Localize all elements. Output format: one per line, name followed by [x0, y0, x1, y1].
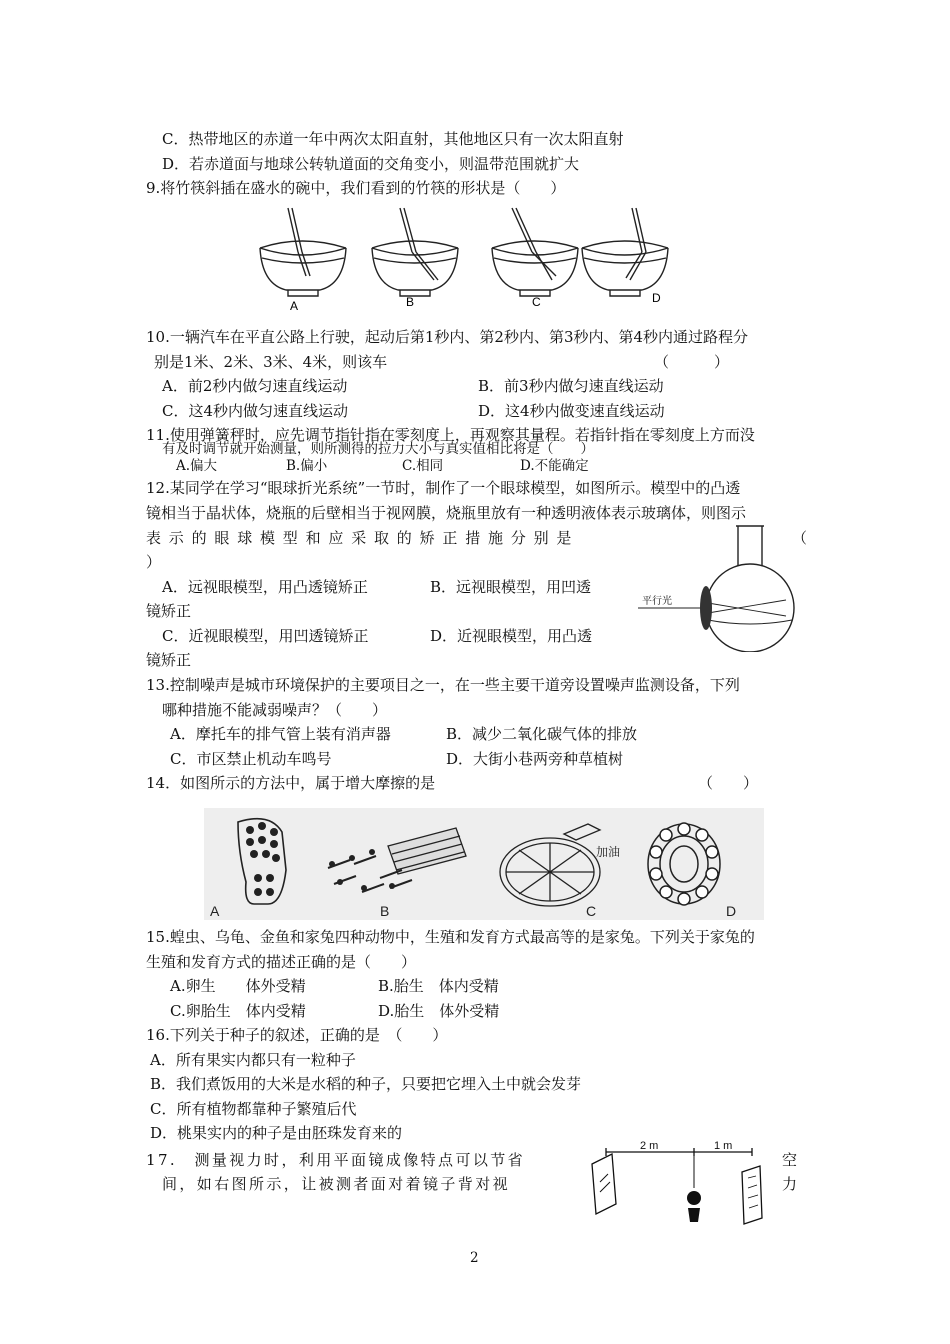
q13-option-b: B．减少二氧化碳气体的排放 [446, 725, 638, 743]
q15-stem-line2: 生殖和发育方式的描述正确的是（ ） [146, 953, 417, 971]
page-number: 2 [470, 1250, 479, 1266]
q17-stem-line2: 间，如右图所示，让被测者面对着镜子背对视 [162, 1175, 511, 1193]
q12-eye-model-figure [636, 524, 796, 652]
q16-stem: 16.下列关于种子的叙述，正确的是 （ ） [146, 1026, 448, 1044]
q10-stem-line2: 别是1米、2米、3米、4米，则该车 [154, 353, 388, 371]
q9-label-d: D [652, 291, 661, 305]
q12-option-d-part1: D．近视眼模型，用凸透 [430, 627, 593, 645]
person [687, 1191, 701, 1222]
q10-option-c: C．这4秒内做匀速直线运动 [162, 402, 349, 420]
q11-stem-line1: 11.使用弹簧秤时，应先调节指针指在零刻度上，再观察其量程。若指针指在零刻度上方而没 [146, 426, 755, 444]
parallel-light-label: 平行光 [642, 596, 672, 607]
q14-label-b: B [380, 903, 390, 919]
q15-stem-line1: 15.蝗虫、乌龟、金鱼和家兔四种动物中，生殖和发育方式最高等的是家兔。下列关于家兔的 [146, 928, 755, 946]
q15-option-b: B.胎生 体内受精 [378, 977, 499, 995]
distance-1m: 1 m [714, 1140, 733, 1152]
mirror [592, 1154, 616, 1214]
q9-stem: 9.将竹筷斜插在盛水的碗中，我们看到的竹筷的形状是（ ） [146, 179, 566, 197]
q11-option-d: D.不能确定 [520, 458, 589, 474]
q10-option-b: B．前3秒内做匀速直线运动 [478, 377, 664, 395]
q10-answer-paren: （ ） [654, 353, 730, 371]
q9-label-c: C [532, 295, 541, 309]
q14-friction-figure [204, 808, 764, 920]
ball-bearing [648, 823, 720, 905]
q12-option-b-part1: B．远视眼模型，用凹透 [430, 578, 592, 596]
q17-stem-line1-end: 空 [782, 1151, 798, 1169]
q9-label-a: A [290, 299, 299, 313]
eye-chart [742, 1166, 762, 1224]
q16-option-b: B．我们煮饭用的大米是水稻的种子，只要把它埋入土中就会发芽 [150, 1075, 582, 1093]
q12-stem-line3: 表示的眼球模型和应采取的矫正措施分别是 [146, 529, 580, 547]
q10-stem-line1: 10.一辆汽车在平直公路上行驶，起动后第1秒内、第2秒内、第3秒内、第4秒内通过路程分 [146, 328, 749, 346]
q14-friction-drawing [204, 808, 764, 920]
q8-option-d: D．若赤道面与地球公转轨道面的交角变小，则温带范围就扩大 [162, 155, 580, 173]
q14-oil-label: 加油 [596, 845, 621, 859]
q14-label-d: D [726, 903, 737, 919]
distance-2m: 2 m [640, 1140, 659, 1152]
q12-option-d-part2: 镜矫正 [146, 651, 192, 669]
convex-lens [700, 586, 712, 630]
q11-option-b: B.偏小 [286, 458, 328, 474]
q11-option-c: C.相同 [402, 458, 444, 474]
q17-stem-line2-end: 力 [782, 1175, 798, 1193]
q12-paren-open: （ [792, 529, 808, 547]
bowl-b [372, 208, 458, 296]
q14-answer-paren: （ ） [698, 774, 759, 792]
q16-option-d: D．桃果实内的种子是由胚珠发育来的 [150, 1124, 403, 1142]
q16-option-a: A．所有果实内都只有一粒种子 [150, 1051, 356, 1069]
q10-option-a: A．前2秒内做匀速直线运动 [162, 377, 348, 395]
shoe-sole [238, 819, 286, 904]
q14-label-c: C [586, 903, 597, 919]
q14-label-a: A [210, 903, 220, 919]
q15-option-c: C.卵胎生 体内受精 [170, 1002, 306, 1020]
wheel-oiling [500, 824, 600, 906]
q11-option-a: A.偏大 [176, 458, 218, 474]
q10-option-d: D．这4秒内做变速直线运动 [478, 402, 665, 420]
q12-stem-line2: 镜相当于晶状体，烧瓶的后壁相当于视网膜，烧瓶里放有一种透明液体表示玻璃体，则图示 [146, 504, 747, 522]
q8-option-c: C．热带地区的赤道一年中两次太阳直射，其他地区只有一次太阳直射 [162, 130, 624, 148]
q13-option-d: D．大街小巷两旁种草植树 [446, 750, 624, 768]
q12-option-c: C．近视眼模型，用凹透镜矫正 [162, 627, 369, 645]
q12-paren-close: ） [146, 553, 162, 571]
q13-stem-line2: 哪种措施不能减弱噪声？（ ） [162, 701, 388, 719]
q15-option-d: D.胎生 体外受精 [378, 1002, 500, 1020]
q17-eye-test-figure [582, 1138, 772, 1228]
q9-chopsticks-figure [240, 204, 680, 316]
flask-bulb [706, 564, 794, 652]
q16-option-c: C．所有植物都靠种子繁殖后代 [150, 1100, 357, 1118]
q12-option-a: A．远视眼模型，用凸透镜矫正 [162, 578, 368, 596]
q17-stem-line1: 17. 测量视力时，利用平面镜成像特点可以节省 [146, 1151, 526, 1169]
q11-stem-line2: 有及时调节就开始测量，则所测得的拉力大小与真实值相比将是（ ） [162, 441, 594, 457]
q12-stem-line1: 12.某同学在学习“眼球折光系统”一节时，制作了一个眼球模型，如图所示。模型中的凸透 [146, 479, 741, 497]
q13-stem-line1: 13.控制噪声是城市环境保护的主要项目之一，在一些主要干道旁设置噪声监测设备，下列 [146, 676, 740, 694]
rollers-logs [328, 828, 466, 892]
bowl-d [582, 208, 668, 296]
bowl-a [260, 208, 346, 296]
q12-option-b-part2: 镜矫正 [146, 602, 192, 620]
q13-option-a: A．摩托车的排气管上装有消声器 [170, 725, 391, 743]
q15-option-a: A.卵生 体外受精 [170, 977, 306, 995]
bowl-c [492, 208, 578, 296]
q14-stem: 14．如图所示的方法中，属于增大摩擦的是 [146, 774, 436, 792]
q13-option-c: C．市区禁止机动车鸣号 [170, 750, 332, 768]
q9-label-b: B [406, 295, 415, 309]
